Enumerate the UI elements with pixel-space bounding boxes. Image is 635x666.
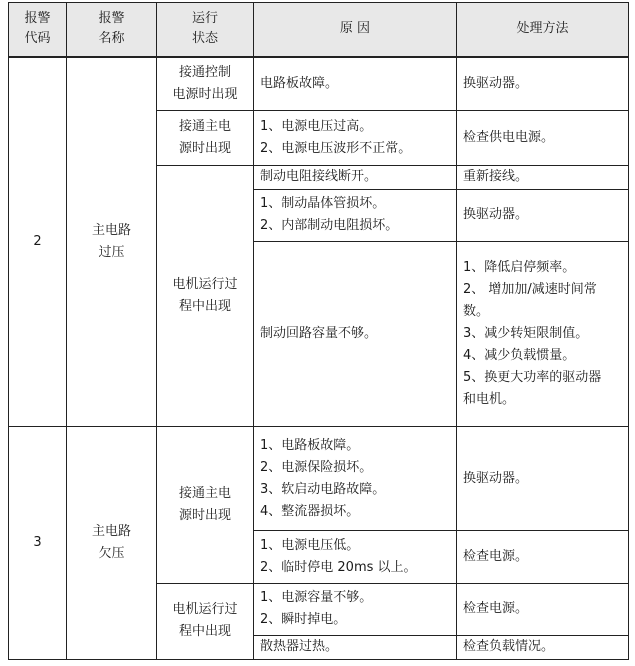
header-name: 报警 名称 [67,3,157,57]
method-cell: 检查供电电源。 [457,111,629,165]
cause-cell: 散热器过热。 [254,635,457,659]
method-cell: 检查负载情况。 [457,635,629,659]
header-code: 报警 代码 [9,3,67,57]
cause-cell: 1、电源电压过高。 2、电源电压波形不正常。 [254,111,457,165]
state-cell: 接通主电 源时出现 [157,111,254,165]
method-cell: 换驱动器。 [457,426,629,531]
table-row [9,57,629,111]
cause-cell: 制动回路容量不够。 [254,241,457,426]
cause-cell: 1、电路板故障。 2、电源保险损坏。 3、软启动电路故障。 4、整流器损坏。 [254,426,457,531]
state-cell: 电机运行过 程中出现 [157,165,254,426]
alarm-name-cell: 主电路 过压 [67,57,157,427]
header-state: 运行 状态 [157,3,254,57]
method-cell: 检查电源。 [457,583,629,635]
alarm-table [8,2,629,660]
method-cell: 1、降低启停频率。 2、 增加加/减速时间常 数。 3、减少转矩限制值。 4、减少负载惯量。 5、换更大功率的驱动器 和电机。 [457,241,629,426]
method-cell: 换驱动器。 [457,57,629,111]
header-row [9,3,629,57]
header-cause: 原 因 [254,3,457,57]
cause-cell: 电路板故障。 [254,57,457,111]
header-method: 处理方法 [457,3,629,57]
state-cell: 接通主电 源时出现 [157,426,254,583]
cause-cell: 1、电源容量不够。 2、瞬时掉电。 [254,583,457,635]
cause-cell: 制动电阻接线断开。 [254,165,457,189]
alarm-code-cell: 3 [9,426,67,659]
alarm-name-cell: 主电路 欠压 [67,426,157,659]
method-cell: 换驱动器。 [457,189,629,241]
alarm-code-cell: 2 [9,57,67,427]
state-cell: 接通控制 电源时出现 [157,57,254,111]
state-cell: 电机运行过 程中出现 [157,583,254,659]
method-cell: 检查电源。 [457,531,629,583]
table-row [9,426,629,531]
method-cell: 重新接线。 [457,165,629,189]
cause-cell: 1、制动晶体管损坏。 2、内部制动电阻损坏。 [254,189,457,241]
cause-cell: 1、电源电压低。 2、临时停电 20ms 以上。 [254,531,457,583]
